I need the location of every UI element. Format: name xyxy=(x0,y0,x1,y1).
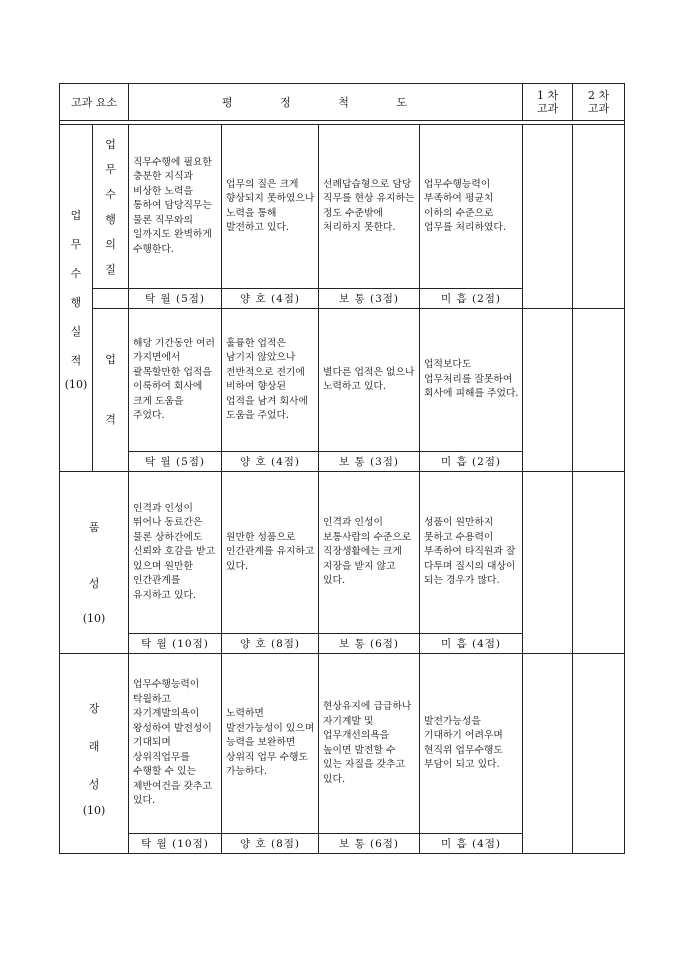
future-first-review-cell[interactable] xyxy=(523,654,573,854)
quality-row xyxy=(60,125,625,289)
header-first-review: 1 차 고과 xyxy=(523,84,573,121)
quality-desc-excellent: 직무수행에 필요한 충분한 지식과 비상한 노력을 통하여 담당직무는 물론 직무와의 일까지도 완벽하게 수행한다. xyxy=(129,125,222,289)
grade-average: 보 통 (3점) xyxy=(319,289,420,309)
grade-excellent: 탁 월 (5점) xyxy=(129,452,222,472)
grade-excellent: 탁 월 (10점) xyxy=(129,834,222,854)
achievement-desc-excellent: 해당 기간동안 여러 가지면에서 괄목할만한 업적을 이룩하여 회사에 크게 도움을 주었다. xyxy=(129,309,222,452)
grade-good: 양 호 (4점) xyxy=(222,289,319,309)
character-desc-good: 원만한 성품으로 인간관계를 유지하고 있다. xyxy=(222,472,319,634)
future-desc-good: 노력하면 발전가능성이 있으며 능력을 보완하면 상위직 업무 수행도 가능하다. xyxy=(222,654,319,834)
achievement-first-review-cell[interactable] xyxy=(523,309,573,472)
header-row xyxy=(60,84,625,121)
grade-poor: 미 흡 (4점) xyxy=(420,834,523,854)
quality-first-review-cell[interactable] xyxy=(523,125,573,309)
future-desc-average: 현상유지에 급급하나 자기계발 및 업무개선의욕을 높이면 발전할 수 있는 자질을 갖추고 있다. xyxy=(319,654,420,834)
achievement-desc-poor: 업적보다도 업무처리를 잘못하여 회사에 피해를 주었다. xyxy=(420,309,523,452)
future-second-review-cell[interactable] xyxy=(573,654,625,854)
grade-good: 양 호 (4점) xyxy=(222,452,319,472)
character-row xyxy=(60,472,625,634)
header-scale: 평 정 척 도 xyxy=(129,84,523,121)
category-future: 장 래 성 (10) xyxy=(60,654,129,854)
grade-excellent: 탁 월 (10점) xyxy=(129,634,222,654)
header-second-review: 2 차 고과 xyxy=(573,84,625,121)
grade-poor: 미 흡 (4점) xyxy=(420,634,523,654)
character-desc-average: 인격과 인성이 보통사람의 수준으로 직장생활에는 크게 지장을 받지 않고 있다. xyxy=(319,472,420,634)
future-desc-excellent: 업무수행능력이 탁월하고 자기계발의욕이 왕성하여 발전성이 기대되며 상위직업무를 수행할 수 있는 제반여건을 갖추고 있다. xyxy=(129,654,222,834)
achievement-desc-average: 별다른 업적은 없으나 노력하고 있다. xyxy=(319,309,420,452)
achievement-second-review-cell[interactable] xyxy=(573,309,625,472)
character-desc-poor: 성품이 원만하지 못하고 수용력이 부족하여 타직원과 잘 다투며 질시의 대상이 되는 경우가 많다. xyxy=(420,472,523,634)
quality-desc-poor: 업무수행능력이 부족하여 평균치 이하의 수준으로 업무를 처리하였다. xyxy=(420,125,523,289)
grade-average: 보 통 (3점) xyxy=(319,452,420,472)
future-row xyxy=(60,654,625,834)
future-desc-poor: 발전가능성을 기대하기 어려우며 현직위 업무수행도 부담이 되고 있다. xyxy=(420,654,523,834)
grade-poor: 미 흡 (2점) xyxy=(420,289,523,309)
grade-good: 양 호 (8점) xyxy=(222,634,319,654)
achievement-desc-good: 훌륭한 업적은 남기지 않았으나 전반적으로 전기에 비하여 향상된 업적을 남겨 회사에 도움을 주었다. xyxy=(222,309,319,452)
header-element: 고과 요소 xyxy=(60,84,129,121)
quality-grade-spacer xyxy=(93,289,129,309)
character-second-review-cell[interactable] xyxy=(573,472,625,654)
quality-second-review-cell[interactable] xyxy=(573,125,625,309)
grade-excellent: 탁 월 (5점) xyxy=(129,289,222,309)
character-first-review-cell[interactable] xyxy=(523,472,573,654)
category-performance: 업 무 수 행 실 적 (10) xyxy=(60,125,93,472)
character-desc-excellent: 인격과 인성이 뛰어나 동료간은 물론 상하간에도 신뢰와 호감을 받고 있으며 원만한 인간관계를 유지하고 있다. xyxy=(129,472,222,634)
quality-desc-average: 선례답습형으로 담당 직무를 현상 유지하는 정도 수준밖에 처리하지 못한다. xyxy=(319,125,420,289)
category-character: 품 성 (10) xyxy=(60,472,129,654)
quality-desc-good: 업무의 질은 크게 향상되지 못하였으나 노력을 통해 발전하고 있다. xyxy=(222,125,319,289)
achievement-row xyxy=(60,309,625,452)
grade-good: 양 호 (8점) xyxy=(222,834,319,854)
category-achievement: 업 격 xyxy=(93,309,129,472)
evaluation-table xyxy=(59,83,625,854)
grade-average: 보 통 (6점) xyxy=(319,834,420,854)
category-quality: 업 무 수 행 의 질 xyxy=(93,125,129,289)
grade-average: 보 통 (6점) xyxy=(319,634,420,654)
grade-poor: 미 흡 (2점) xyxy=(420,452,523,472)
